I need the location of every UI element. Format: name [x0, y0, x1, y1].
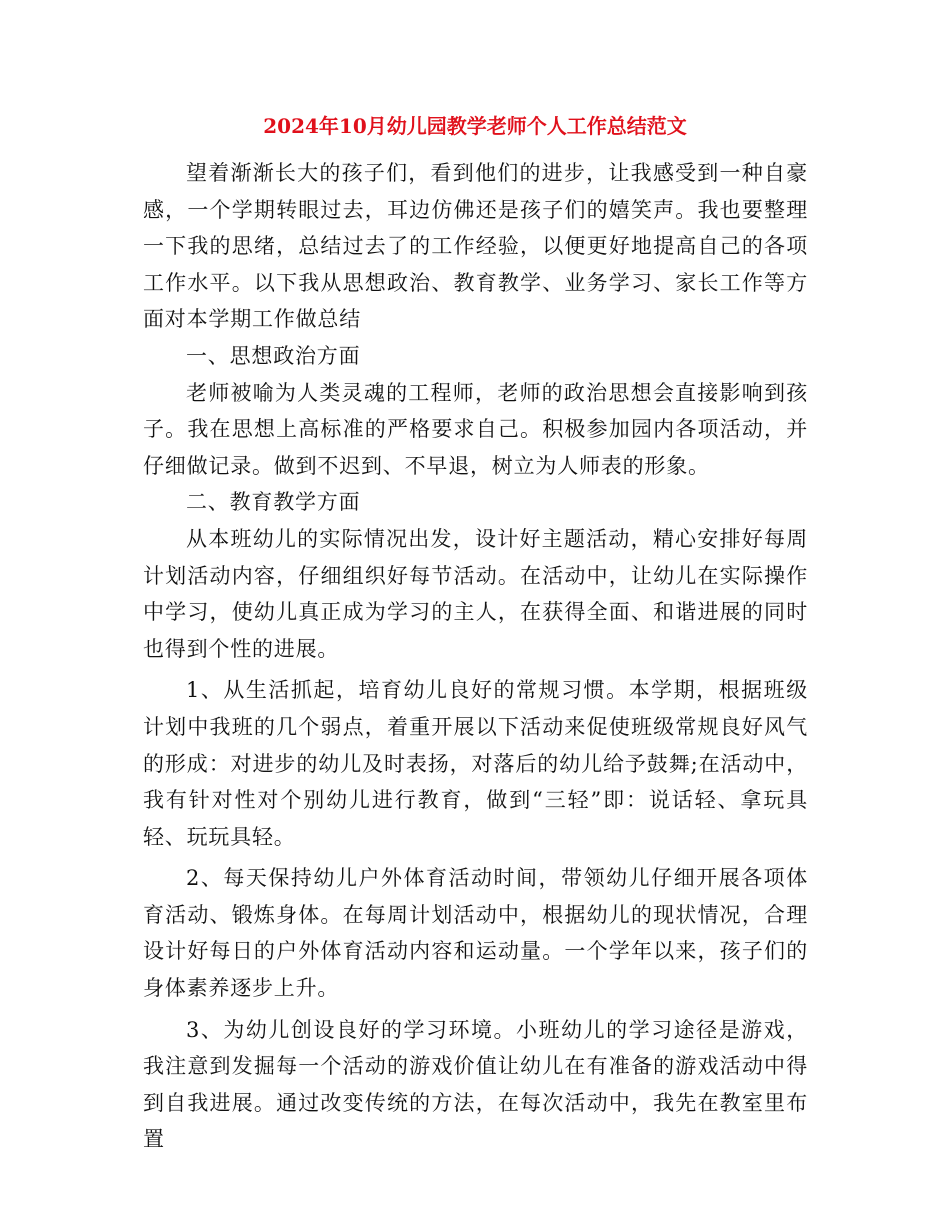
paragraph-politics: 老师被喻为人类灵魂的工程师，老师的政治思想会直接影响到孩子。我在思想上高标准的严格要求自己。积极参加园内各项活动，并仔细做记录。做到不迟到、不早退，树立为人师表的形象。	[143, 380, 808, 478]
section-heading-politics: 一、思想政治方面	[186, 343, 361, 368]
document-body	[143, 155, 808, 1158]
document-title: 2024年10月幼儿园教学老师个人工作总结范文	[263, 114, 687, 138]
paragraph-item-3: 3、为幼儿创设良好的学习环境。小班幼儿的学习途径是游戏，我注意到发掘每一个活动的游戏价值让幼儿在有准备的游戏活动中得到自我进展。通过改变传统的方法，在每次活动中，我先在教室里布置	[143, 1017, 808, 1152]
paragraph-teaching: 从本班幼儿的实际情况出发，设计好主题活动，精心安排好每周计划活动内容，仔细组织好每节活动。在活动中，让幼儿在实际操作中学习，使幼儿真正成为学习的主人，在获得全面、和谐进展的同时也得到个性的进展。	[143, 526, 808, 661]
paragraph-intro: 望着渐渐长大的孩子们，看到他们的进步，让我感受到一种自豪感，一个学期转眼过去，耳边仿佛还是孩子们的嬉笑声。我也要整理一下我的思绪，总结过去了的工作经验，以便更好地提高自己的各项工作水平。以下我从思想政治、教育教学、业务学习、家长工作等方面对本学期工作做总结	[143, 161, 808, 332]
paragraph-item-1: 1、从生活抓起，培育幼儿良好的常规习惯。本学期，根据班级计划中我班的几个弱点，着重开展以下活动来促使班级常规良好风气的形成：对进步的幼儿及时表扬，对落后的幼儿给予鼓舞;在活动中，我有针对性对个别幼儿进行教育，做到“三轻”即：说话轻、拿玩具轻、玩玩具轻。	[143, 678, 808, 849]
section-heading-teaching: 二、教育教学方面	[186, 490, 361, 515]
paragraph-item-2: 2、每天保持幼儿户外体育活动时间，带领幼儿仔细开展各项体育活动、锻炼身体。在每周计划活动中，根据幼儿的现状情况，合理设计好每日的户外体育活动内容和运动量。一个学年以来，孩子们的身体素养逐步上升。	[143, 866, 808, 1001]
